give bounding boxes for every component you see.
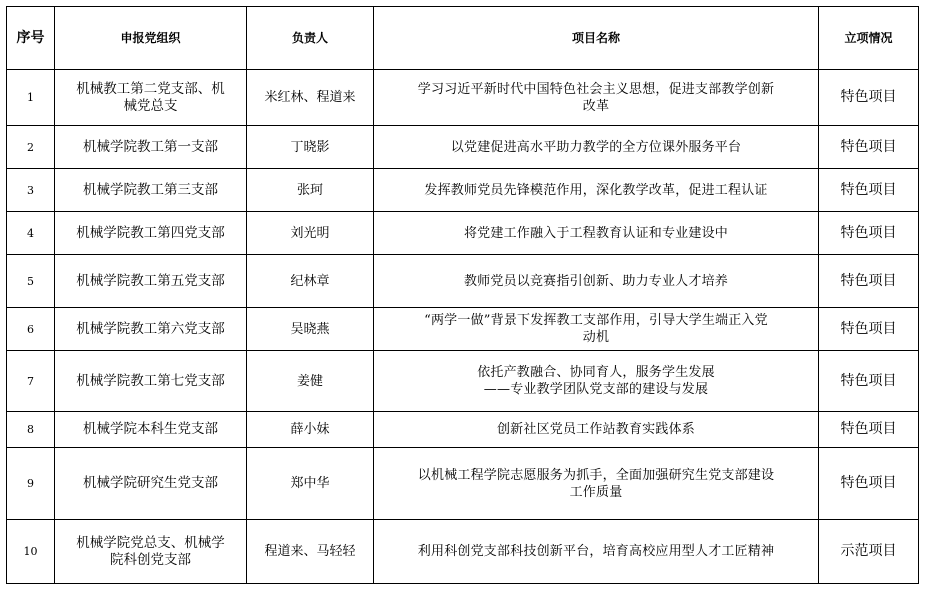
- table-row: [7, 448, 919, 520]
- cell-leader: [247, 126, 374, 169]
- cell-org-text: 机械学院研究生党支部: [83, 475, 218, 491]
- cell-project-text: 发挥教师党员先锋模范作用，深化教学改革，促进工程认证: [424, 182, 768, 198]
- cell-project-text: 工作质量: [569, 484, 623, 500]
- cell-project-text: 改革: [582, 98, 610, 114]
- cell-seq: [7, 169, 55, 212]
- cell-project-text: 创新社区党员工作站教育实践体系: [496, 422, 695, 437]
- cell-seq-text: 7: [27, 374, 34, 388]
- cell-project-text: ——专业教学团队党支部的建设与发展: [483, 382, 709, 397]
- cell-seq-text: 5: [27, 274, 34, 288]
- cell-status: [819, 308, 919, 351]
- table-row: [7, 520, 919, 584]
- cell-leader-text: 程道来、马轻轻: [264, 544, 356, 559]
- cell-project: [374, 212, 819, 255]
- cell-status: [819, 351, 919, 412]
- cell-leader-text: 刘光明: [290, 225, 330, 241]
- cell-leader-text: 姜健: [296, 373, 323, 389]
- table-row: [7, 169, 919, 212]
- cell-leader: [247, 520, 374, 584]
- cell-leader: [247, 308, 374, 351]
- cell-project-text: 以党建促进高水平助力教学的全方位课外服务平台: [450, 139, 742, 155]
- cell-seq-text: 6: [27, 322, 34, 336]
- cell-seq: [7, 308, 55, 351]
- table-row: [7, 212, 919, 255]
- table-row: [7, 351, 919, 412]
- cell-seq-text: 3: [27, 183, 34, 197]
- cell-org-text: 机械学院教工第四党支部: [76, 224, 225, 241]
- cell-project-text: 以机械工程学院志愿服务为抓手，全面加强研究生党支部建设: [417, 467, 775, 483]
- cell-project: [374, 412, 819, 448]
- cell-seq: [7, 448, 55, 520]
- cell-project-text: 依托产教融合、协同育人，服务学生发展: [477, 365, 715, 380]
- cell-status: [819, 126, 919, 169]
- cell-seq: [7, 412, 55, 448]
- cell-leader-text: 郑中华: [290, 476, 330, 491]
- cell-seq: [7, 126, 55, 169]
- cell-status-text: 特色项目: [840, 372, 897, 389]
- cell-project: [374, 351, 819, 412]
- cell-org-text: 机械教工第二党支部、机: [76, 80, 225, 97]
- cell-org: [55, 351, 247, 412]
- cell-leader-text: 吴晓燕: [290, 321, 330, 337]
- cell-status: [819, 412, 919, 448]
- cell-leader: [247, 351, 374, 412]
- cell-org-text: 机械学院教工第一支部: [83, 138, 218, 155]
- cell-project: [374, 308, 819, 351]
- cell-leader: [247, 412, 374, 448]
- cell-status-text: 特色项目: [840, 475, 897, 491]
- cell-status-text: 特色项目: [840, 272, 897, 289]
- cell-status: [819, 70, 919, 126]
- cell-org: [55, 70, 247, 126]
- header-row: [7, 7, 919, 70]
- cell-org: [55, 448, 247, 520]
- header-org: 申报党组织: [55, 7, 247, 70]
- cell-org: [55, 126, 247, 169]
- cell-leader-text: 薛小妹: [290, 422, 330, 437]
- cell-status-text: 特色项目: [840, 320, 897, 337]
- cell-project: [374, 448, 819, 520]
- cell-leader: [247, 70, 374, 126]
- cell-seq-text: 10: [23, 545, 38, 558]
- cell-project-text: “两学一做”背景下发挥教工支部作用，引导大学生端正入党: [424, 313, 768, 328]
- project-table: [6, 6, 919, 584]
- cell-org-text: 机械学院教工第七党支部: [76, 372, 225, 389]
- cell-project: [374, 520, 819, 584]
- cell-leader: [247, 169, 374, 212]
- cell-project-text: 教师党员以竞赛指引创新、助力专业人才培养: [463, 273, 728, 289]
- cell-org-text: 机械学院教工第三支部: [83, 181, 218, 198]
- table-row: [7, 412, 919, 448]
- cell-seq-text: 2: [27, 140, 34, 154]
- cell-leader-text: 丁晓影: [290, 139, 330, 155]
- cell-seq: [7, 520, 55, 584]
- cell-org-text: 械党总支: [123, 97, 178, 114]
- header-project: 项目名称: [374, 7, 819, 70]
- cell-org-text: 机械学院教工第六党支部: [76, 320, 225, 337]
- cell-org: [55, 412, 247, 448]
- cell-status: [819, 212, 919, 255]
- cell-org: [55, 255, 247, 308]
- cell-org-text: 院科创党支部: [110, 551, 191, 568]
- cell-project: [374, 255, 819, 308]
- cell-project-text: 利用科创党支部科技创新平台，培育高校应用型人才工匠精神: [417, 544, 775, 559]
- cell-status: [819, 520, 919, 584]
- cell-status-text: 特色项目: [840, 224, 897, 241]
- cell-seq-text: 8: [27, 423, 34, 436]
- cell-org: [55, 308, 247, 351]
- cell-org-text: 机械学院党总支、机械学: [76, 534, 225, 551]
- cell-seq-text: 4: [27, 226, 34, 240]
- cell-org-text: 机械学院教工第五党支部: [76, 272, 225, 289]
- cell-status-text: 特色项目: [840, 89, 897, 105]
- cell-leader-text: 张珂: [296, 182, 323, 198]
- table-row: [7, 308, 919, 351]
- cell-project: [374, 126, 819, 169]
- cell-status-text: 示范项目: [840, 543, 897, 559]
- cell-project-text: 动机: [582, 330, 610, 345]
- cell-org: [55, 520, 247, 584]
- cell-seq-text: 1: [27, 91, 34, 104]
- cell-leader: [247, 448, 374, 520]
- cell-leader-text: 米红林、程道来: [264, 90, 356, 105]
- cell-status: [819, 169, 919, 212]
- cell-status-text: 特色项目: [840, 138, 897, 155]
- cell-status: [819, 255, 919, 308]
- cell-org-text: 机械学院本科生党支部: [83, 421, 218, 437]
- cell-org: [55, 212, 247, 255]
- cell-leader: [247, 255, 374, 308]
- table-row: [7, 126, 919, 169]
- cell-status-text: 特色项目: [840, 181, 897, 198]
- cell-status: [819, 448, 919, 520]
- cell-seq: [7, 70, 55, 126]
- cell-seq: [7, 212, 55, 255]
- cell-project: [374, 169, 819, 212]
- table-row: [7, 70, 919, 126]
- cell-seq-text: 9: [27, 477, 34, 490]
- cell-status-text: 特色项目: [840, 421, 897, 437]
- header-leader: 负责人: [247, 7, 374, 70]
- cell-leader: [247, 212, 374, 255]
- table-row: [7, 255, 919, 308]
- cell-seq: [7, 351, 55, 412]
- cell-project-text: 学习习近平新时代中国特色社会主义思想，促进支部教学创新: [417, 81, 775, 97]
- cell-project: [374, 70, 819, 126]
- cell-leader-text: 纪林章: [290, 273, 330, 289]
- cell-project-text: 将党建工作融入于工程教育认证和专业建设中: [463, 225, 728, 241]
- header-seq: 序号: [7, 7, 55, 70]
- header-status: 立项情况: [819, 7, 919, 70]
- cell-org: [55, 169, 247, 212]
- cell-seq: [7, 255, 55, 308]
